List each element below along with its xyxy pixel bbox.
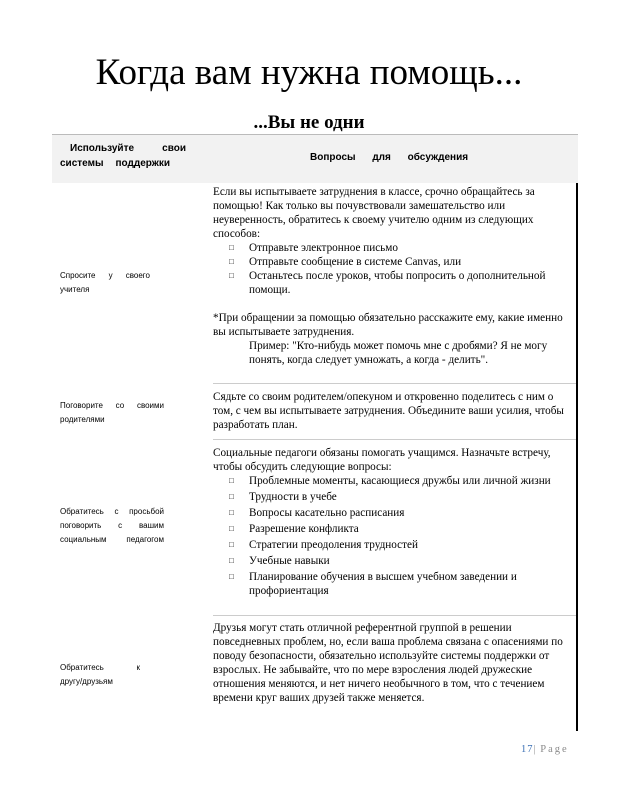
list-item [229,506,573,520]
footer-separator: | [533,744,537,755]
row-label-line: социальным педагогом [60,535,164,544]
row-label-line: учителя [60,285,90,294]
table-right-border [576,183,578,731]
bullet-icon: □ [229,271,234,280]
list-item-text: Вопросы касательно расписания [249,507,405,519]
row-separator [213,439,576,440]
list-item-text: Проблемные моменты, касающиеся дружбы или личной жизни [249,475,551,487]
list-item-text: Учебные навыки [249,555,330,567]
list-item-text: Разрешение конфликта [249,523,359,535]
bullet-icon: □ [229,476,234,485]
bullet-icon: □ [229,257,234,266]
bullet-icon: □ [229,556,234,565]
list-item [229,490,573,504]
page-number: 17 [521,744,534,755]
row-separator [213,615,576,616]
row-label-line: Обратитесь к [60,663,140,672]
page-word: Page [540,744,569,755]
list-item [229,269,573,297]
list-item-text: Отправьте электронное письмо [249,242,398,254]
list-item [229,241,573,255]
page-footer [521,744,569,755]
bullet-icon: □ [229,524,234,533]
row-label-parents [60,399,164,427]
list-item [229,255,573,269]
header-col-support [60,141,194,171]
row-content-friends [213,621,573,705]
list-item [229,538,573,552]
list-item [229,570,573,598]
row-label-line: Обратитесь с просьбой [60,507,164,516]
support-table [52,134,578,731]
row-note: *При обращении за помощью обязательно расскажите ему, какие именно вы испытываете затруднения. [213,312,563,338]
list-item [229,522,573,536]
bullet-icon: □ [229,508,234,517]
bullet-icon: □ [229,540,234,549]
row-intro: Социальные педагоги обязаны помогать учащимся. Назначьте встречу, чтобы обсудить следующие вопросы: [213,447,551,473]
row-label-friends [60,661,140,689]
bullet-icon: □ [229,492,234,501]
bullet-icon: □ [229,243,234,252]
list-item-text: Трудности в учебе [249,491,337,503]
list-item [229,474,573,488]
row-example: Пример: "Кто-нибудь может помочь мне с дробями? Я не могу понять, когда следует умножать, а когда - делить". [249,340,548,366]
row-intro: Друзья могут стать отличной референтной группой в решении повседневных проблем, но, если ваша проблема связана с опасениями по поводу безопасности, обязательно используйте системы поддержки от взрослых. Не забывайте, что по мере взросления людей дружеские отношения меняются, и нет ничего необычного в том, что с течением времени круг ваших друзей также меняется. [213,622,563,704]
header-col-questions: Вопросы для обсуждения [310,152,469,163]
row-label-line: другу/друзьям [60,677,113,686]
row-intro: Сядьте со своим родителем/опекуном и откровенно поделитесь с ним о том, с чем вы испытываете затруднения. Объедините ваши усилия, чтобы разработать план. [213,391,564,431]
bullet-list [213,241,573,297]
list-item-text: Отправьте сообщение в системе Canvas, или [249,256,462,268]
list-item-text: Стратегии преодоления трудностей [249,539,418,551]
row-label-counselor [60,505,164,547]
row-intro: Если вы испытываете затруднения в классе, срочно обращайтесь за помощью! Как только вы почувствовали замешательство или неуверенность, обратитесь к своему учителю одним из следующих способов: [213,186,535,240]
row-label-line: Спросите у своего [60,271,150,280]
row-separator [213,383,576,384]
header-col-support-line2: системы поддержки [60,158,170,169]
row-content-parents [213,390,573,432]
header-col-support-line1: Используйте свои [70,143,186,154]
page-title: Когда вам нужна помощь... [95,52,523,93]
row-label-line: родителями [60,415,105,424]
row-content-counselor [213,446,573,598]
table-header [52,135,578,183]
list-item [229,554,573,568]
list-item-text: Останьтесь после уроков, чтобы попросить о дополнительной помощи. [249,270,546,296]
list-item-text: Планирование обучения в высшем учебном заведении и профориентация [249,571,517,597]
row-content-teacher [213,185,573,367]
row-label-teacher [60,269,150,297]
row-label-line: Поговорите со своими [60,401,164,410]
page-subtitle: ...Вы не одни [253,112,365,133]
row-label-line: поговорить с вашим [60,521,164,530]
bullet-list [213,474,573,598]
bullet-icon: □ [229,572,234,581]
